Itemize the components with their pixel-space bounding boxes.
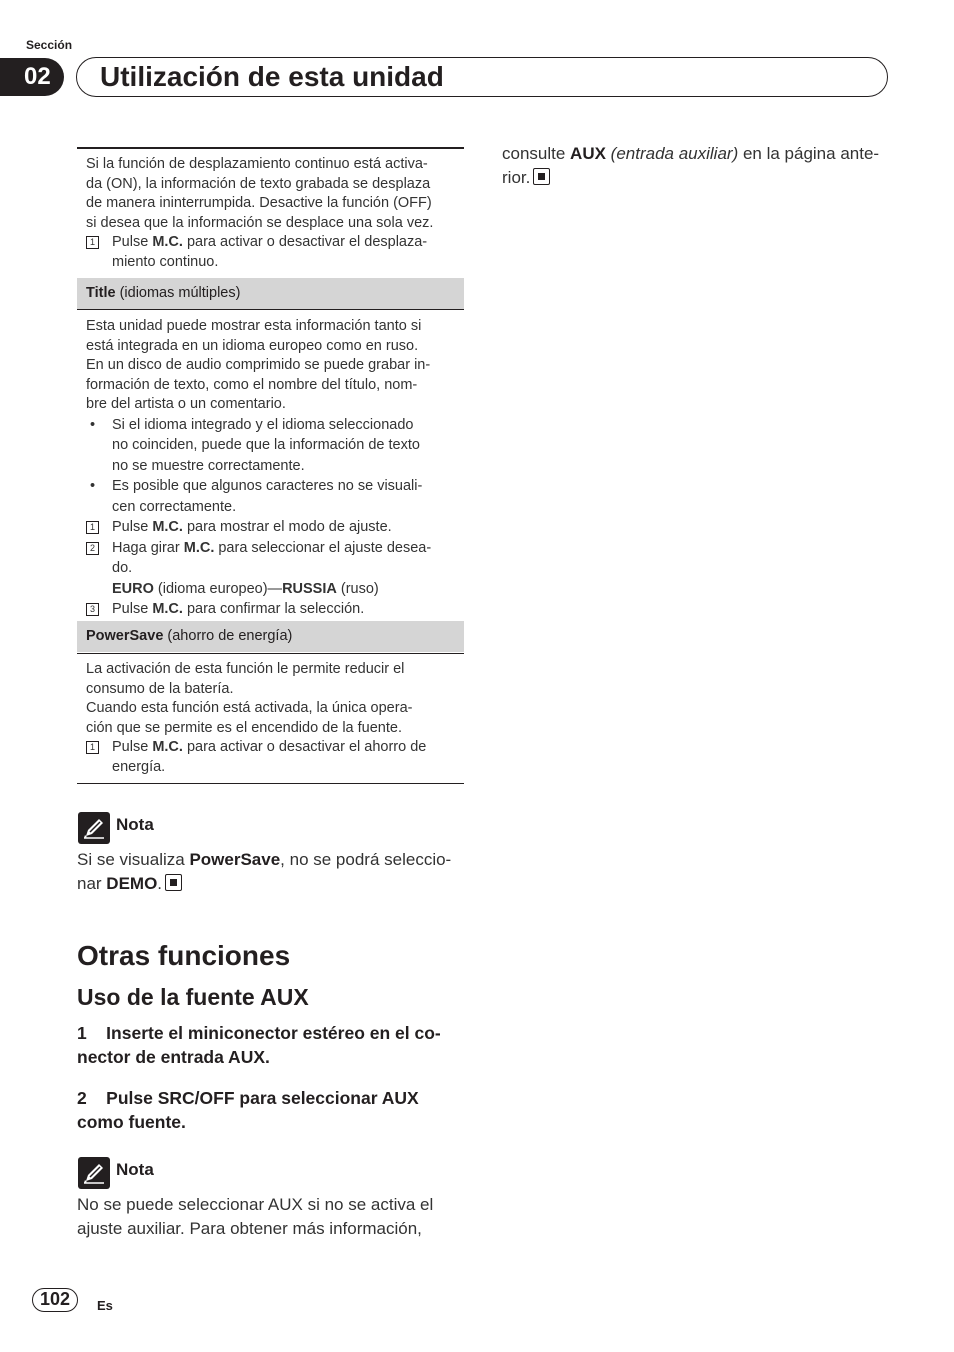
end-mark-icon bbox=[533, 168, 550, 185]
powersave-step-1-cont: energía. bbox=[112, 758, 166, 775]
subheading-uso-fuente-aux: Uso de la fuente AUX bbox=[77, 984, 309, 1010]
table-rule bbox=[77, 309, 464, 310]
aux-step-1: 1 Inserte el miniconector estéreo en el co- nector de entrada AUX. bbox=[77, 1023, 441, 1067]
bullet-item-cont: cen correctamente. bbox=[112, 498, 237, 515]
bullet-item-cont: no se muestre correctamente. bbox=[112, 457, 305, 474]
heading-otras-funciones: Otras funciones bbox=[77, 940, 291, 971]
title-step-2-cont: do. bbox=[112, 560, 133, 576]
powersave-line: consumo de la batería. bbox=[86, 680, 234, 697]
table-powersave-cell bbox=[86, 660, 458, 777]
bullet-icon: • bbox=[90, 478, 96, 494]
step-number-box: 3 bbox=[86, 603, 99, 616]
step-number-box: 1 bbox=[86, 521, 99, 534]
title-step-3: 3 Pulse M.C. para confirmar la selección. bbox=[86, 600, 458, 620]
step-number-box: 1 bbox=[86, 236, 99, 249]
intro-line: Si la función de desplazamiento continuo está activa- bbox=[86, 156, 428, 172]
note-2-text: No se puede seleccionar AUX si no se activa el ajuste auxiliar. Para obtener más información, bbox=[77, 1195, 434, 1238]
title-paragraph-line: En un disco de audio comprimido se puede grabar in- bbox=[86, 357, 431, 373]
bullet-item-cont: no coinciden, puede que la información de texto bbox=[112, 437, 420, 453]
title-step-2-options: EURO (idioma europeo)—RUSSIA (ruso) bbox=[112, 580, 379, 597]
table-top-rule bbox=[77, 147, 464, 149]
intro-line: si desea que la información se desplace una sola vez. bbox=[86, 214, 434, 231]
right-column-text: consulte AUX (entrada auxiliar) en la página ante- rior. bbox=[502, 144, 880, 187]
powersave-line: Cuando esta función está activada, la única opera- bbox=[86, 700, 413, 716]
powersave-line: ción que se permite es el encendido de la fuente. bbox=[86, 719, 402, 736]
table-intro-cell bbox=[86, 155, 458, 272]
end-mark-icon bbox=[165, 874, 182, 891]
title-paragraph-line: bre del artista o un comentario. bbox=[86, 396, 286, 412]
title-paragraph-line: Esta unidad puede mostrar esta información tanto si bbox=[86, 318, 422, 334]
note-label: Nota bbox=[116, 815, 154, 834]
page-number: 102 bbox=[32, 1288, 78, 1312]
note-icon bbox=[78, 812, 110, 844]
note-icon bbox=[78, 1157, 110, 1189]
step-number-box: 2 bbox=[86, 542, 99, 555]
language-code: Es bbox=[97, 1298, 113, 1313]
intro-line: da (ON), la información de texto grabada se desplaza bbox=[86, 175, 431, 192]
table-header-powersave: PowerSave (ahorro de energía) bbox=[77, 621, 464, 652]
powersave-line: La activación de esta función le permite reducir el bbox=[86, 661, 405, 677]
section-title: Utilización de esta unidad bbox=[100, 61, 444, 92]
powersave-step-1: 1 Pulse M.C. para activar o desactivar el ahorro de bbox=[86, 738, 458, 758]
table-title-cell bbox=[86, 317, 458, 620]
title-step-1: 1 Pulse M.C. para mostrar el modo de ajuste. bbox=[86, 518, 458, 538]
table-header-title: Title (idiomas múltiples) bbox=[77, 278, 464, 309]
table-rule bbox=[77, 653, 464, 654]
section-label: Sección bbox=[26, 38, 73, 52]
title-step-2: 2 Haga girar M.C. para seleccionar el ajuste desea- bbox=[86, 539, 458, 559]
bullet-item: • Si el idioma integrado y el idioma seleccionado bbox=[86, 416, 458, 436]
aux-step-2: 2 Pulse SRC/OFF para seleccionar AUX como fuente. bbox=[77, 1088, 419, 1132]
bullet-icon: • bbox=[90, 416, 96, 433]
note-label: Nota bbox=[116, 1160, 154, 1179]
title-paragraph-line: está integrada en un idioma europeo como en ruso. bbox=[86, 337, 419, 354]
intro-step-1: 1 Pulse M.C. para activar o desactivar el desplaza- bbox=[86, 233, 458, 253]
intro-line: de manera ininterrumpida. Desactive la función (OFF) bbox=[86, 195, 432, 211]
bullet-item: • Es posible que algunos caracteres no se visuali- bbox=[86, 477, 458, 497]
title-paragraph-line: formación de texto, como el nombre del título, nom- bbox=[86, 376, 418, 393]
table-bottom-rule bbox=[77, 783, 464, 784]
intro-step-1-cont: miento continuo. bbox=[112, 253, 219, 270]
note-1-text: Si se visualiza PowerSave, no se podrá seleccio- nar DEMO. bbox=[77, 850, 452, 893]
section-number-badge: 02 bbox=[0, 58, 64, 96]
step-number-box: 1 bbox=[86, 741, 99, 754]
